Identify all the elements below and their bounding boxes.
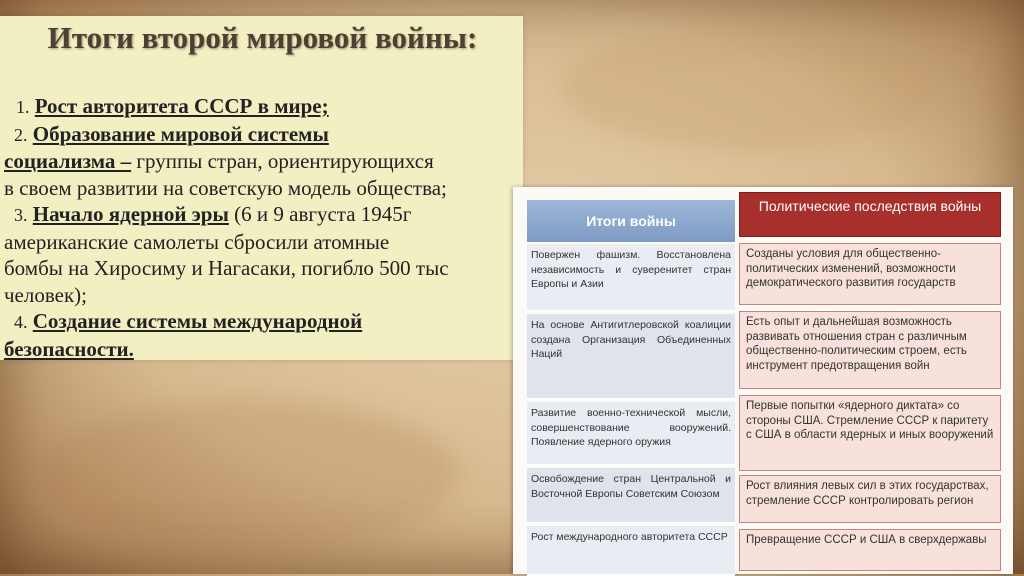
parchment-stain (40, 400, 460, 550)
item-heading: Начало ядерной эры (32, 202, 229, 226)
parchment-stain (560, 30, 940, 150)
item-number: 2. (14, 124, 28, 145)
item-heading: Образование мировой системы (32, 121, 329, 146)
item-number: 4. (14, 312, 28, 332)
list-item (4, 93, 524, 121)
slide-title: Итоги второй мировой войны: (47, 20, 478, 55)
item-heading: социализма – (4, 149, 132, 173)
table-cell: Повержен фашизм. Восстановлена независимость и суверенитет стран Европы и Азии (527, 244, 735, 312)
table-cell: Рост международного авторитета СССР (527, 526, 735, 576)
table-column-results (527, 200, 735, 543)
table-cell: Рост влияния левых сил в этих государствах, стремление СССР контролировать регион (739, 475, 1001, 523)
table-column-consequences (739, 192, 1001, 546)
item-number: 3. (14, 205, 28, 225)
table-cell: Превращение СССР и США в сверхдержавы (739, 529, 1001, 571)
table-header-consequences: Политические последствия войны (739, 192, 1001, 237)
table-cell: Развитие военно-технической мысли, совершенствование вооружений. Появление ядерного оружия (527, 402, 735, 466)
item-text: человек); (4, 282, 88, 307)
list-item (4, 201, 524, 308)
list-item (4, 121, 524, 202)
results-list (4, 93, 524, 362)
item-text: американские самолеты сбросили атомные (4, 229, 390, 254)
list-item (4, 308, 524, 362)
item-number: 1. (16, 97, 30, 117)
item-text: в своем развитии на советскую модель общества; (4, 175, 447, 200)
item-heading: Рост авторитета СССР в мире; (34, 94, 329, 118)
results-table (513, 187, 1013, 574)
text-panel (0, 16, 523, 360)
item-text: (6 и 9 августа 1945г (228, 202, 412, 226)
item-heading: безопасности. (4, 336, 134, 361)
item-text: группы стран, ориентирующихся (131, 149, 434, 173)
table-header-results: Итоги войны (527, 200, 735, 242)
table-cell: Освобождение стран Центральной и Восточной Европы Советским Союзом (527, 468, 735, 524)
table-cell: Есть опыт и дальнейшая возможность развивать отношения стран с различным общественно-политическим строем, есть инструмент предотвращения войн (739, 311, 1001, 389)
table-cell: На основе Антигитлеровской коалиции создана Организация Объединенных Наций (527, 314, 735, 400)
item-text: бомбы на Хиросиму и Нагасаки, погибло 500 тыс (4, 256, 449, 280)
item-heading: Создание системы международной (32, 309, 363, 333)
table-cell: Первые попытки «ядерного диктата» со стороны США. Стремление СССР к паритету с США в области ядерных и иных вооружений (739, 395, 1001, 471)
table-cell: Созданы условия для общественно-политических изменений, возможности демократического развития государств (739, 243, 1001, 305)
